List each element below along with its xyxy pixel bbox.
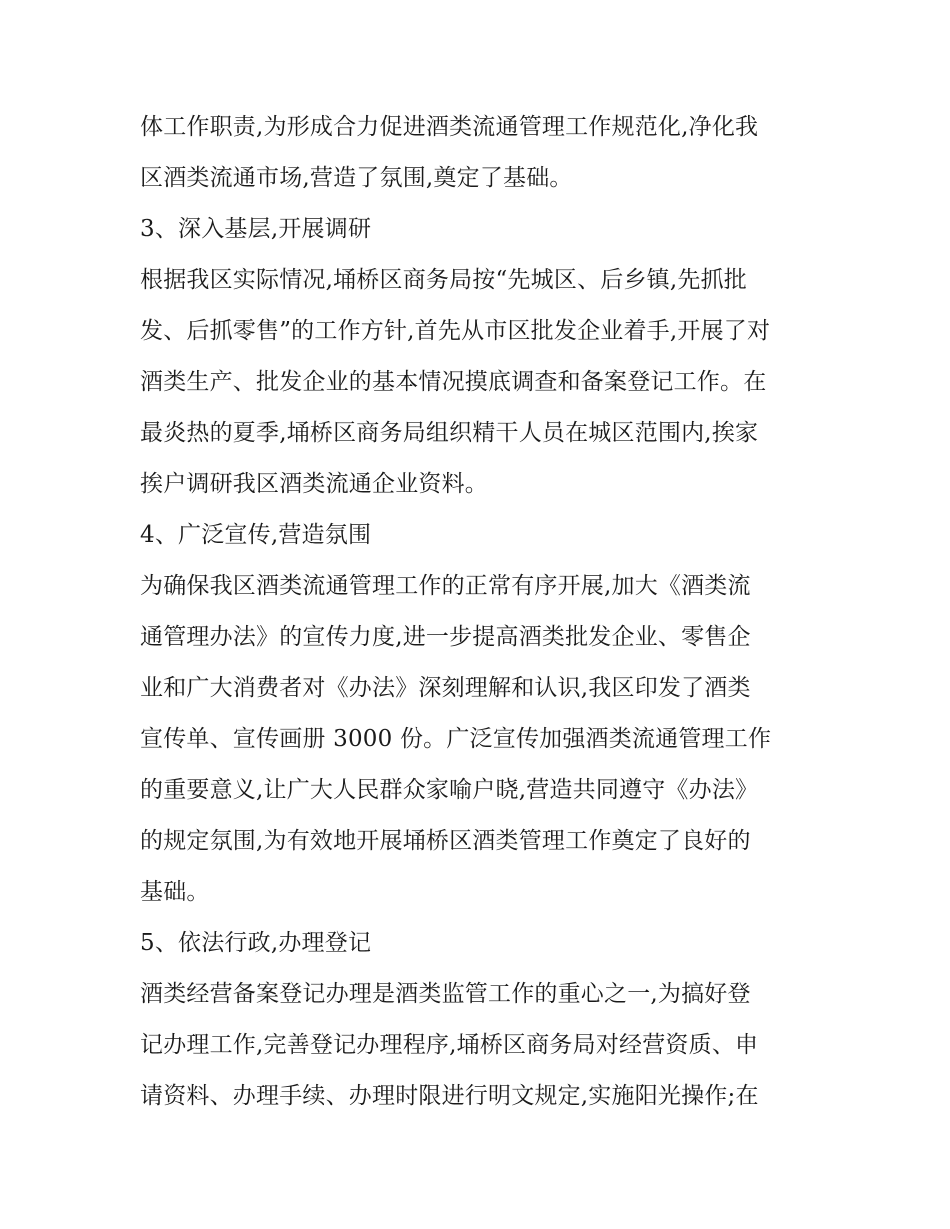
paragraph-line: 为确保我区酒类流通管理工作的正常有序开展,加大《酒类流 [140, 573, 751, 599]
section-heading: 3、深入基层,开展调研 [140, 216, 372, 242]
paragraph-line: 发、后抓零售”的工作方针,首先从市区批发企业着手,开展了对 [140, 318, 771, 344]
paragraph-line: 最炎热的夏季,埇桥区商务局组织精干人员在城区范围内,挨家 [140, 420, 759, 446]
paragraph-line: 通管理办法》的宣传力度,进一步提高酒类批发企业、零售企 [140, 624, 751, 650]
paragraph-line: 的规定氛围,为有效地开展埇桥区酒类管理工作奠定了良好的 [140, 828, 751, 854]
section-heading: 5、依法行政,办理登记 [140, 930, 372, 956]
paragraph-line: 宣传单、宣传画册 3000 份。广泛宣传加强酒类流通管理工作 [140, 726, 772, 752]
paragraph-line: 的重要意义,让广大人民群众家喻户晓,营造共同遵守《办法》 [140, 777, 759, 803]
paragraph-line: 业和广大消费者对《办法》深刻理解和认识,我区印发了酒类 [140, 675, 751, 701]
paragraph-line: 区酒类流通市场,营造了氛围,奠定了基础。 [140, 165, 573, 191]
paragraph-line: 酒类经营备案登记办理是酒类监管工作的重心之一,为搞好登 [140, 981, 751, 1007]
paragraph-line: 酒类生产、批发企业的基本情况摸底调查和备案登记工作。在 [140, 369, 767, 395]
paragraph-line: 根据我区实际情况,埇桥区商务局按“先城区、后乡镇,先抓批 [140, 267, 747, 293]
paragraph-line: 基础。 [140, 879, 210, 905]
paragraph-line: 记办理工作,完善登记办理程序,埇桥区商务局对经营资质、申 [140, 1032, 759, 1058]
paragraph-line: 请资料、办理手续、办理时限进行明文规定,实施阳光操作;在 [140, 1083, 759, 1109]
document-page [140, 102, 820, 1122]
section-heading: 4、广泛宣传,营造氛围 [140, 522, 372, 548]
paragraph-line: 体工作职责,为形成合力促进酒类流通管理工作规范化,净化我 [140, 114, 759, 140]
paragraph-line: 挨户调研我区酒类流通企业资料。 [140, 471, 488, 497]
